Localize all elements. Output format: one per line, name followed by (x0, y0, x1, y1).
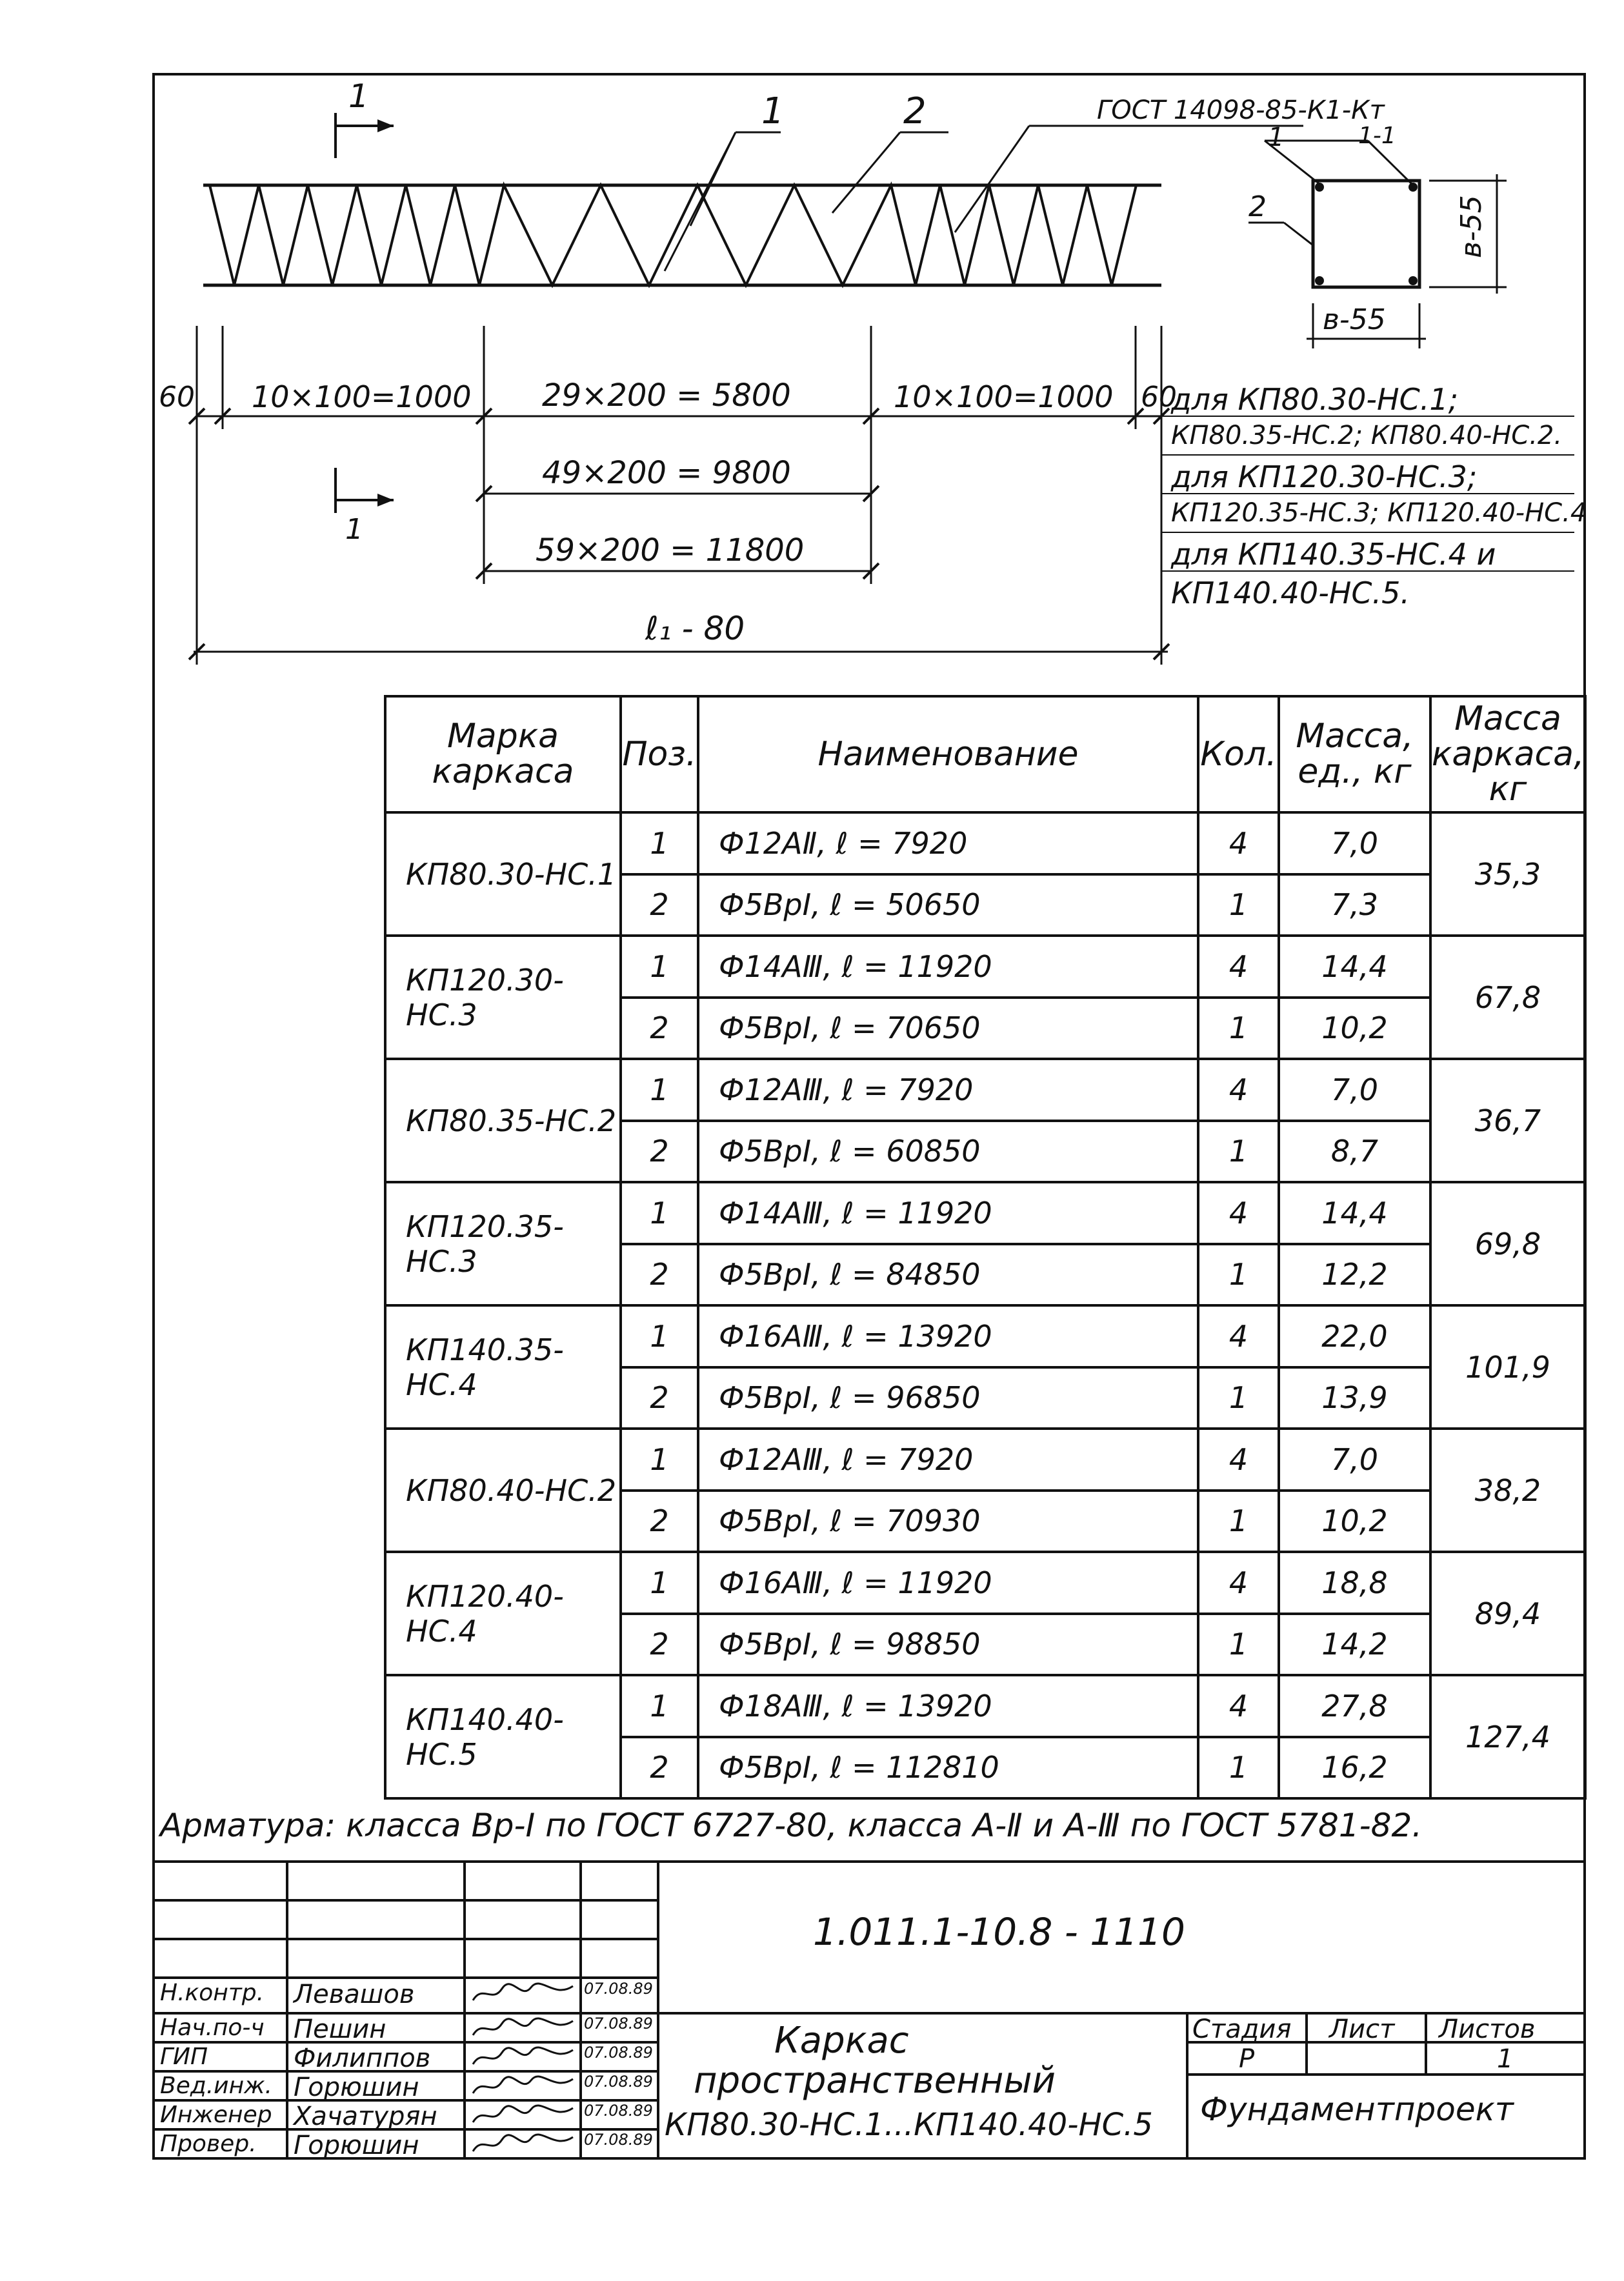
section-dim-height: в-55 (1455, 195, 1488, 258)
table-row (385, 1675, 1585, 1737)
frame-mass: 127,4 (1430, 1675, 1585, 1798)
item-qty: 4 (1198, 1675, 1279, 1737)
item-qty: 1 (1198, 1737, 1279, 1799)
item-unit-mass: 14,2 (1279, 1614, 1430, 1676)
item-pos: 1 (621, 1552, 698, 1614)
item-qty: 4 (1198, 1552, 1279, 1614)
item-name: Ф5ВрⅠ, ℓ = 96850 (698, 1367, 1198, 1429)
section-pos2-label: 2 (1248, 190, 1267, 223)
header-unit-mass: Масса, ед., кг (1279, 696, 1430, 812)
item-name: Ф5ВрⅠ, ℓ = 70650 (698, 998, 1198, 1060)
dim-middle-3: 59×200 = 11800 (536, 532, 805, 568)
item-unit-mass: 12,2 (1279, 1244, 1430, 1306)
dim-edge-left: 60 (159, 381, 195, 414)
frame-mark: КП80.30-НС.1 (385, 812, 621, 936)
item-unit-mass: 7,3 (1279, 874, 1430, 936)
section-gost-label: ГОСТ 14098-85-К1-Кт (1097, 95, 1385, 125)
item-qty: 4 (1198, 936, 1279, 998)
item-name: Ф5ВрⅠ, ℓ = 50650 (698, 874, 1198, 936)
signature-date: 07.08.89 (584, 2044, 653, 2062)
item-qty: 4 (1198, 1305, 1279, 1367)
organization: Фундаментпроект (1200, 2091, 1514, 2128)
frame-mass: 35,3 (1430, 812, 1585, 936)
title-line-3: КП80.30-НС.1...КП140.40-НС.5 (665, 2107, 1153, 2143)
signature-date: 07.08.89 (584, 2015, 653, 2033)
doc-code: 1.011.1-10.8 - 1110 (813, 1910, 1185, 1954)
note-line-2: КП80.35-НС.2; КП80.40-НС.2. (1171, 421, 1563, 450)
item-unit-mass: 10,2 (1279, 1491, 1430, 1552)
item-name: Ф16АⅢ, ℓ = 13920 (698, 1305, 1198, 1367)
item-name: Ф12АⅡ, ℓ = 7920 (698, 812, 1198, 874)
dim-right-spacing: 10×100=1000 (894, 379, 1114, 414)
signature-date: 07.08.89 (584, 2102, 653, 2120)
item-qty: 1 (1198, 874, 1279, 936)
item-qty: 4 (1198, 1059, 1279, 1121)
frame-mass: 89,4 (1430, 1552, 1585, 1675)
dim-edge-right: 60 (1141, 381, 1177, 414)
signature-scribble (470, 1981, 579, 2007)
item-unit-mass: 22,0 (1279, 1305, 1430, 1367)
stage-label: Стадия (1192, 2015, 1292, 2044)
frame-mark: КП120.30-НС.3 (385, 936, 621, 1059)
signature-scribble (470, 2016, 579, 2042)
spiral-wire (210, 185, 1136, 285)
note-line-6: КП140.40-НС.5. (1171, 576, 1410, 610)
item-qty: 1 (1198, 998, 1279, 1060)
item-pos: 2 (621, 1121, 698, 1183)
item-unit-mass: 14,4 (1279, 1182, 1430, 1244)
signature-name: Горюшин (294, 2073, 419, 2102)
frame-mark: КП80.40-НС.2 (385, 1429, 621, 1552)
item-pos: 2 (621, 1491, 698, 1552)
table-row (385, 1552, 1585, 1614)
item-qty: 1 (1198, 1244, 1279, 1306)
item-name: Ф5ВрⅠ, ℓ = 70930 (698, 1491, 1198, 1552)
signature-name: Пешин (294, 2015, 386, 2044)
dim-left-spacing: 10×100=1000 (252, 379, 472, 414)
table-row (385, 936, 1585, 998)
item-qty: 1 (1198, 1121, 1279, 1183)
frame-mass: 101,9 (1430, 1305, 1585, 1429)
item-qty: 4 (1198, 1182, 1279, 1244)
item-pos: 1 (621, 1059, 698, 1121)
header-mark: Марка каркаса (385, 696, 621, 812)
header-qty: Кол. (1198, 696, 1279, 812)
item-pos: 1 (621, 936, 698, 998)
item-pos: 1 (621, 1675, 698, 1737)
header-frame-mass: Масса каркаса, кг (1430, 696, 1585, 812)
section-title: 1-1 (1358, 123, 1396, 149)
item-name: Ф14АⅢ, ℓ = 11920 (698, 936, 1198, 998)
table-row (385, 1429, 1585, 1491)
item-unit-mass: 14,4 (1279, 936, 1430, 998)
signature-date: 07.08.89 (584, 1980, 653, 1998)
note-line-4: КП120.35-НС.3; КП120.40-НС.4 (1171, 498, 1587, 528)
frame-mark: КП120.40-НС.4 (385, 1552, 621, 1675)
leader-label-pos1: 1 (761, 90, 785, 132)
item-name: Ф12АⅢ, ℓ = 7920 (698, 1059, 1198, 1121)
item-qty: 1 (1198, 1367, 1279, 1429)
signature-name: Хачатурян (294, 2102, 437, 2131)
sheets-value: 1 (1497, 2044, 1514, 2074)
table-row (385, 812, 1585, 874)
frame-mass: 36,7 (1430, 1059, 1585, 1182)
section-dim-width: в-55 (1323, 303, 1386, 336)
frame-mass: 69,8 (1430, 1182, 1585, 1305)
item-name: Ф5ВрⅠ, ℓ = 60850 (698, 1121, 1198, 1183)
item-unit-mass: 7,0 (1279, 812, 1430, 874)
specification-table (384, 695, 1587, 1800)
frame-mark: КП120.35-НС.3 (385, 1182, 621, 1305)
stage-value: Р (1239, 2044, 1255, 2074)
item-pos: 2 (621, 874, 698, 936)
table-row (385, 1059, 1585, 1121)
signature-role: Провер. (160, 2131, 257, 2157)
item-name: Ф5ВрⅠ, ℓ = 112810 (698, 1737, 1198, 1799)
signature-scribble (470, 2074, 579, 2100)
item-pos: 1 (621, 1182, 698, 1244)
signature-scribble (470, 2103, 579, 2129)
frame-mass: 67,8 (1430, 936, 1585, 1059)
item-unit-mass: 18,8 (1279, 1552, 1430, 1614)
leader-gost (955, 126, 1029, 232)
item-name: Ф18АⅢ, ℓ = 13920 (698, 1675, 1198, 1737)
table-row (385, 1182, 1585, 1244)
header-name: Наименование (698, 696, 1198, 812)
note-line-3: для КП120.30-НС.3; (1171, 459, 1478, 494)
signature-name: Филиппов (294, 2044, 431, 2073)
dim-middle-2: 49×200 = 9800 (542, 455, 791, 491)
signature-date: 07.08.89 (584, 2073, 653, 2091)
item-qty: 1 (1198, 1491, 1279, 1552)
signature-name: Горюшин (294, 2131, 419, 2160)
item-name: Ф14АⅢ, ℓ = 11920 (698, 1182, 1198, 1244)
signature-scribble (470, 2132, 579, 2158)
item-qty: 4 (1198, 1429, 1279, 1491)
dim-overall: ℓ₁ - 80 (645, 610, 745, 647)
table-row (385, 1305, 1585, 1367)
signature-name: Левашов (294, 1980, 415, 2009)
signature-date: 07.08.89 (584, 2131, 653, 2149)
item-name: Ф12АⅢ, ℓ = 7920 (698, 1429, 1198, 1491)
signature-role: Н.контр. (160, 1980, 265, 2006)
item-unit-mass: 13,9 (1279, 1367, 1430, 1429)
title-line-1: Каркас (774, 2020, 909, 2062)
leader-pos2 (832, 132, 900, 213)
item-pos: 1 (621, 812, 698, 874)
item-pos: 1 (621, 1305, 698, 1367)
specification-body (385, 812, 1585, 1798)
frame-mark: КП80.35-НС.2 (385, 1059, 621, 1182)
item-name: Ф5ВрⅠ, ℓ = 98850 (698, 1614, 1198, 1676)
item-unit-mass: 8,7 (1279, 1121, 1430, 1183)
title-line-2: пространственный (694, 2060, 1056, 2102)
signature-scribble (470, 2045, 579, 2071)
item-unit-mass: 7,0 (1279, 1059, 1430, 1121)
item-pos: 2 (621, 1367, 698, 1429)
dim-middle-1: 29×200 = 5800 (542, 377, 791, 414)
frame-mass: 38,2 (1430, 1429, 1585, 1552)
reinforcement-note: Арматура: класса Вр-Ⅰ по ГОСТ 6727-80, класса А-Ⅱ и А-Ⅲ по ГОСТ 5781-82. (160, 1807, 1423, 1844)
signature-role: Вед.инж. (160, 2073, 272, 2099)
section-square (1313, 181, 1419, 287)
item-pos: 2 (621, 1244, 698, 1306)
item-unit-mass: 10,2 (1279, 998, 1430, 1060)
item-name: Ф16АⅢ, ℓ = 11920 (698, 1552, 1198, 1614)
item-qty: 1 (1198, 1614, 1279, 1676)
note-line-1: для КП80.30-НС.1; (1171, 382, 1459, 417)
item-pos: 2 (621, 998, 698, 1060)
item-pos: 2 (621, 1614, 698, 1676)
item-qty: 4 (1198, 812, 1279, 874)
item-pos: 1 (621, 1429, 698, 1491)
section-mark-label-lower: 1 (345, 513, 363, 546)
item-unit-mass: 7,0 (1279, 1429, 1430, 1491)
signature-role: Нач.по-ч (160, 2015, 265, 2041)
signature-role: Инженер (160, 2102, 272, 2128)
frame-mark: КП140.40-НС.5 (385, 1675, 621, 1798)
item-pos: 2 (621, 1737, 698, 1799)
header-pos: Поз. (621, 696, 698, 812)
section-pos1-label: 1 (1268, 123, 1285, 152)
signature-role: ГИП (160, 2044, 208, 2070)
frame-mark: КП140.35-НС.4 (385, 1305, 621, 1429)
note-line-5: для КП140.35-НС.4 и (1171, 537, 1496, 572)
item-name: Ф5ВрⅠ, ℓ = 84850 (698, 1244, 1198, 1306)
sheets-label: Листов (1439, 2015, 1536, 2044)
leader-label-pos2: 2 (903, 90, 927, 132)
item-unit-mass: 16,2 (1279, 1737, 1430, 1799)
item-unit-mass: 27,8 (1279, 1675, 1430, 1737)
sheet-label: Лист (1329, 2015, 1395, 2044)
section-mark-label: 1 (348, 77, 369, 115)
